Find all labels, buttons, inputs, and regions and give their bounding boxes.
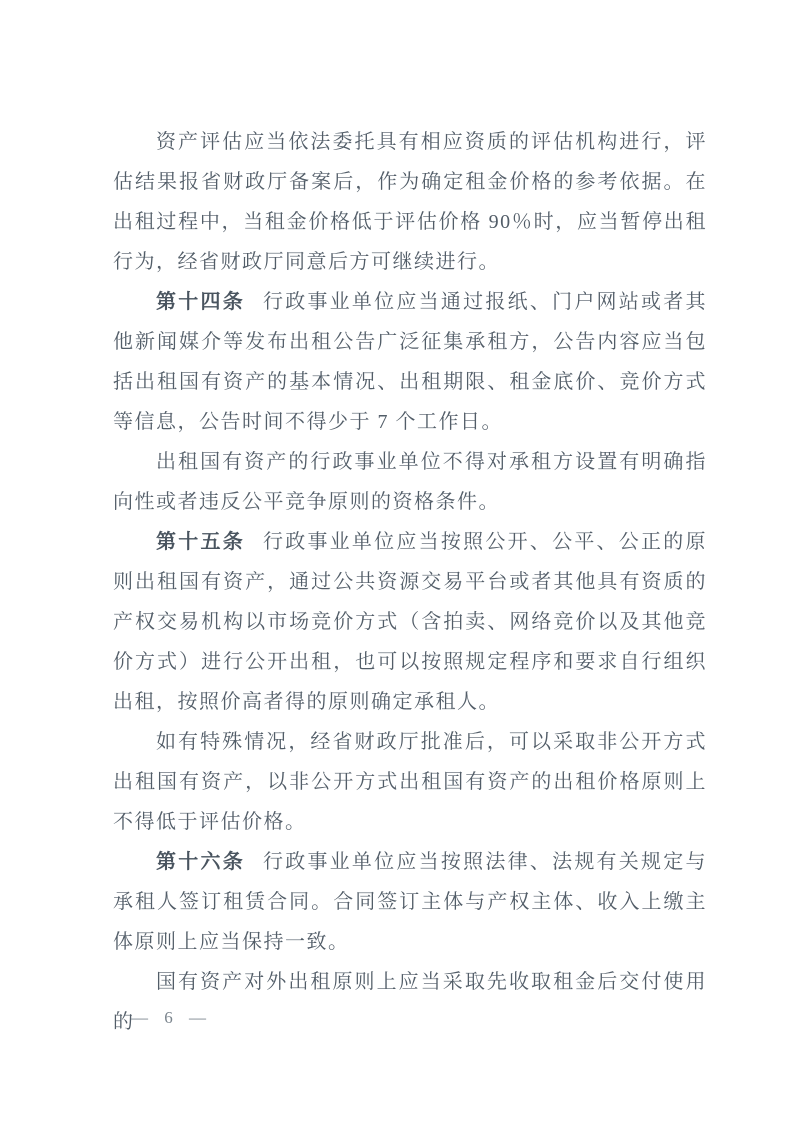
paragraph-text: 如有特殊情况，经省财政厅批准后，可以采取非公开方式出租国有资产，以非公开方式出租国有资产的出租价格原则上不得低于评估价格。 — [113, 731, 707, 833]
paragraph — [113, 722, 707, 842]
paragraph — [113, 522, 707, 722]
paragraph-text: 行政事业单位应当按照公开、公平、公正的原则出租国有资产，通过公共资源交易平台或者其他具有资质的产权交易机构以市场竞价方式（含拍卖、网络竞价以及其他竞价方式）进行公开出租，也可以按照规定程序和要求自行组织出租，按照价高者得的原则确定承租人。 — [113, 531, 708, 713]
paragraph-text: 行政事业单位应当按照法律、法规有关规定与承租人签订租赁合同。合同签订主体与产权主体、收入上缴主体原则上应当保持一致。 — [113, 851, 708, 953]
paragraph — [113, 842, 707, 962]
paragraph — [113, 282, 707, 442]
paragraph — [113, 962, 707, 1042]
page-number: — 6 — — [131, 1008, 212, 1027]
paragraph-text: 国有资产对外出租原则上应当采取先收取租金后交付使用的 — [113, 971, 707, 1033]
paragraph-text: 出租国有资产的行政事业单位不得对承租方设置有明确指向性或者违反公平竞争原则的资格条件。 — [113, 451, 707, 513]
paragraph — [113, 442, 707, 522]
article-term: 第十四条 — [156, 291, 245, 313]
paragraph-text: 资产评估应当依法委托具有相应资质的评估机构进行，评估结果报省财政厅备案后，作为确定租金价格的参考依据。在出租过程中，当租金价格低于评估价格 90％时，应当暂停出租行为，经省财政厅同意后方可继续进行。 — [113, 131, 707, 273]
paragraph-text: 行政事业单位应当通过报纸、门户网站或者其他新闻媒介等发布出租公告广泛征集承租方，公告内容应当包括出租国有资产的基本情况、出租期限、租金底价、竞价方式等信息，公告时间不得少于 7 个工作日。 — [113, 291, 708, 433]
article-term: 第十六条 — [156, 851, 245, 873]
article-term: 第十五条 — [156, 531, 245, 553]
paragraph — [113, 122, 707, 282]
document-body — [113, 122, 707, 1042]
